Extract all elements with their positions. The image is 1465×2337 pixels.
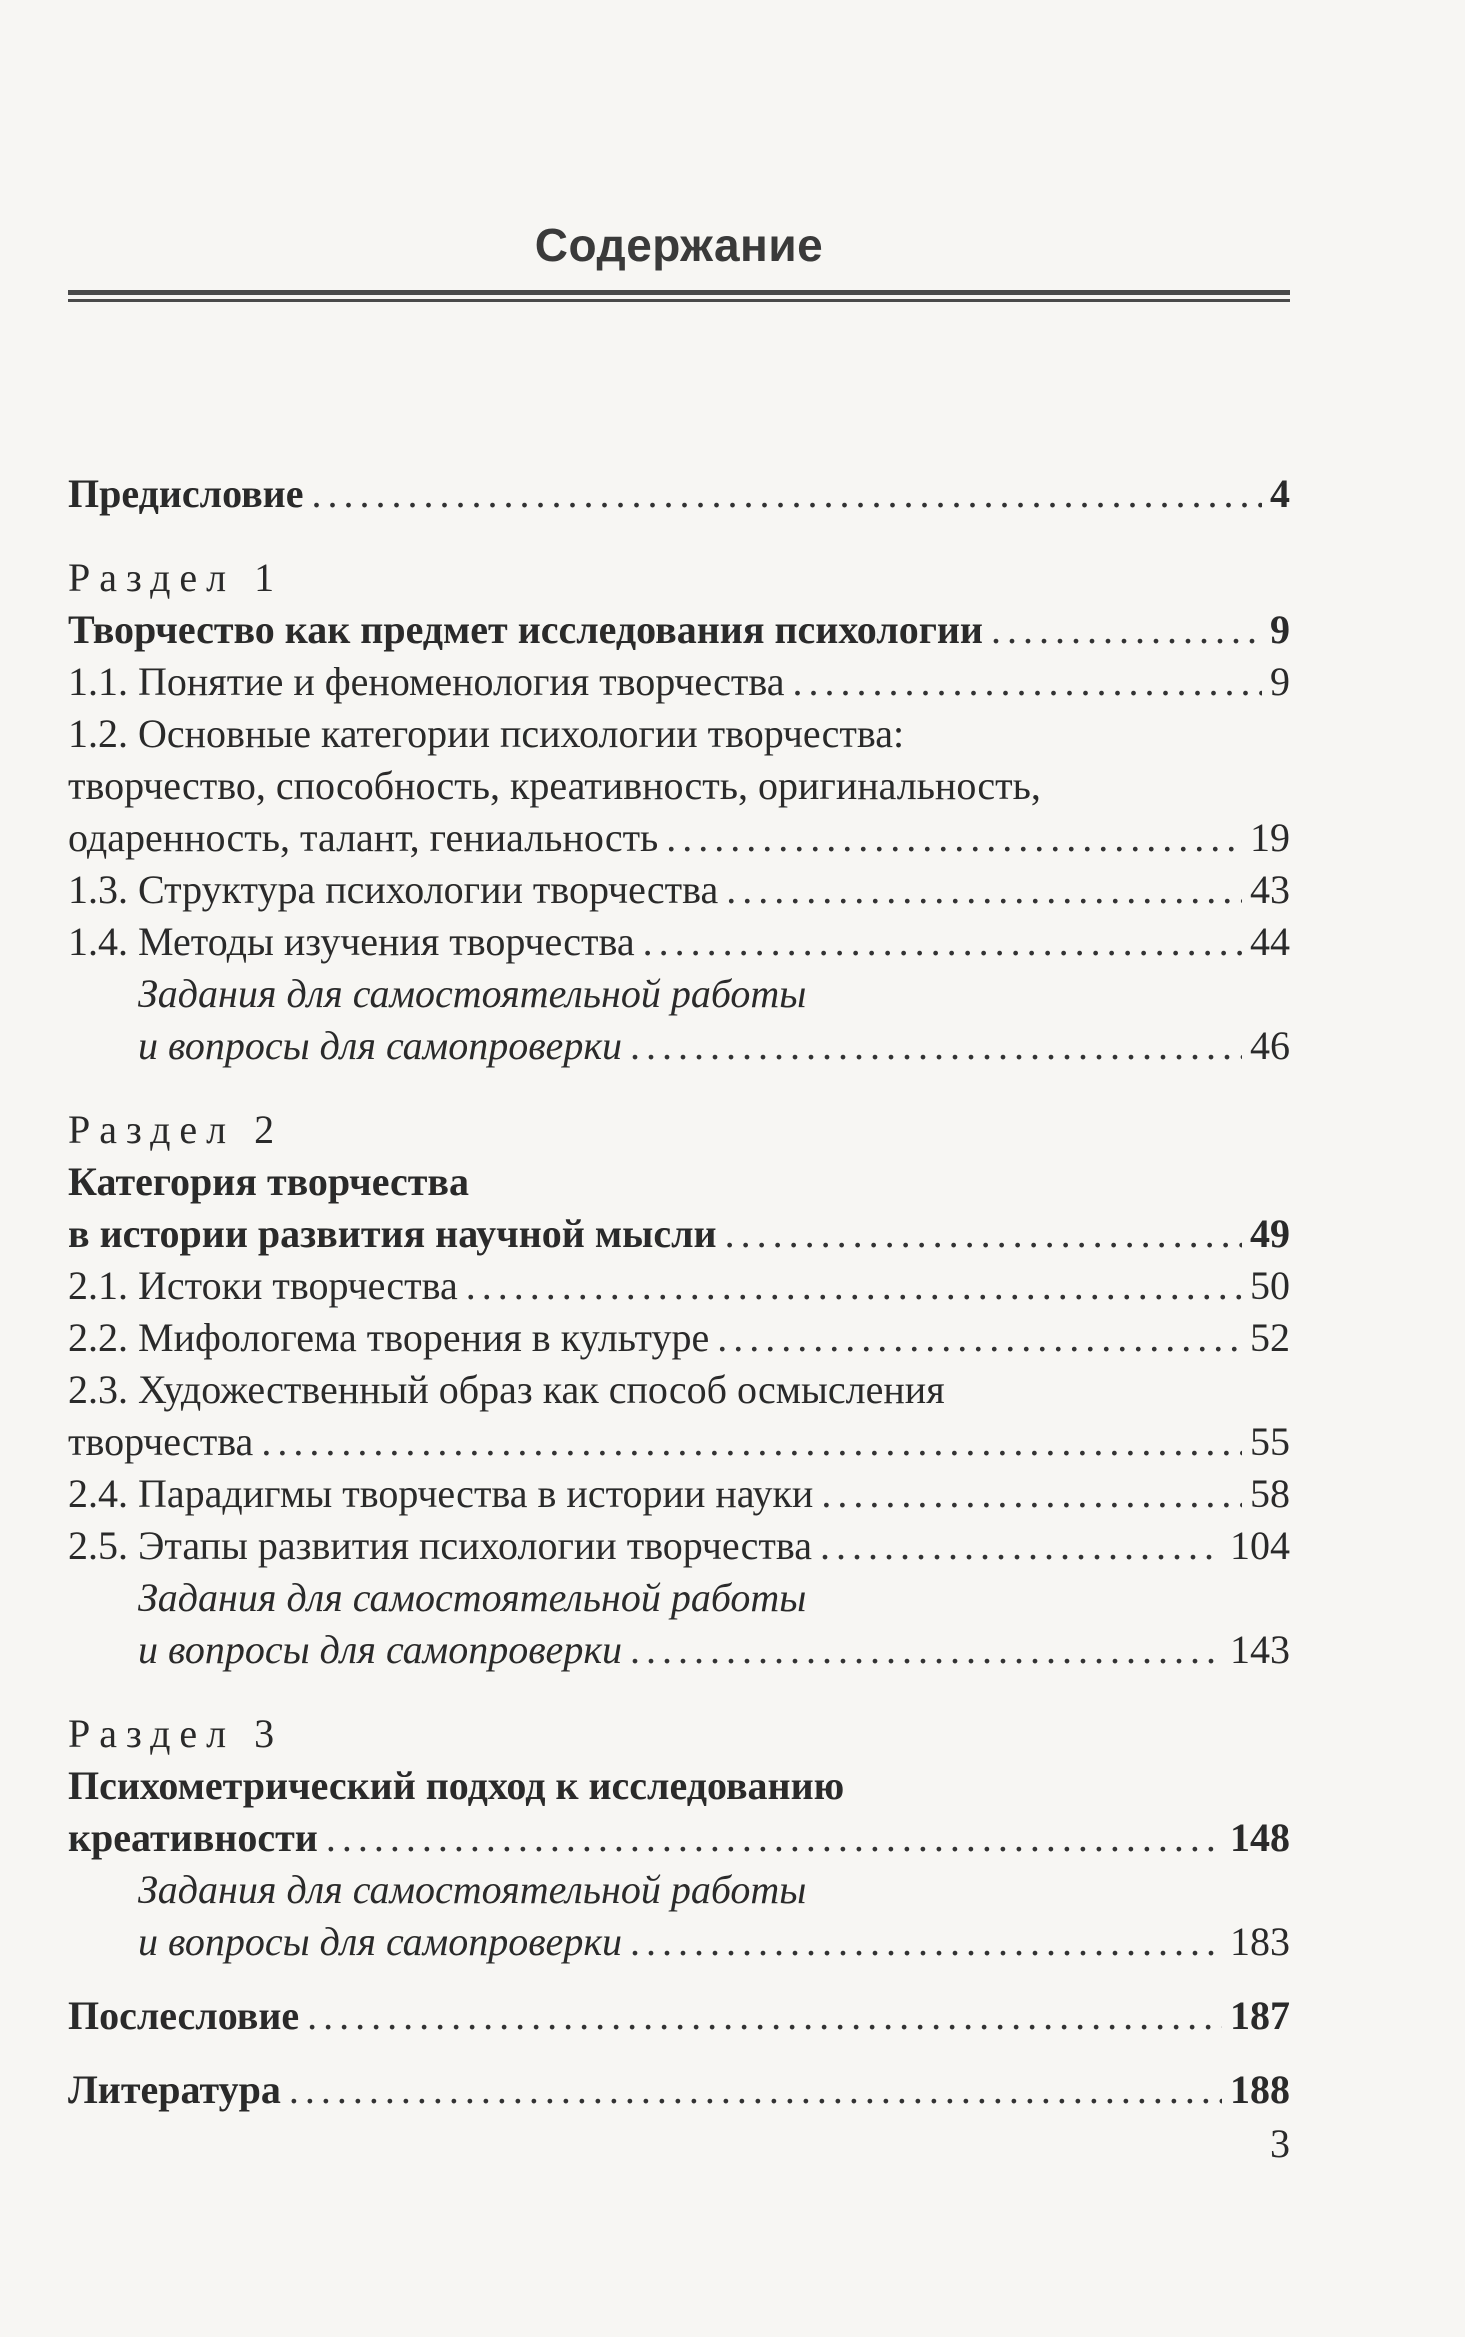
toc-entry-1-3[interactable]: 1.3. Структура психологии творчества . . . 43 bbox=[68, 864, 1290, 916]
toc-entry-section-1[interactable]: Творчество как предмет исследования психологии . . . 9 bbox=[68, 604, 1290, 656]
section-label-2: Раздел 2 bbox=[68, 1107, 284, 1152]
leader-dots bbox=[630, 1916, 1222, 1968]
toc-entry-preface[interactable]: Предисловие . . . 4 bbox=[68, 468, 1290, 520]
toc-entry-afterword[interactable]: Послесловие . . . 187 bbox=[68, 1990, 1290, 2042]
page-number: 3 bbox=[1270, 2121, 1290, 2166]
toc-entry-literature[interactable]: Литература . . . 188 bbox=[68, 2064, 1290, 2116]
rule-thin bbox=[68, 299, 1290, 302]
toc-page bbox=[68, 0, 1290, 2337]
leader-dots bbox=[717, 1312, 1242, 1364]
leader-dots bbox=[792, 656, 1262, 708]
leader-dots bbox=[630, 1020, 1242, 1072]
toc-entry-2-4[interactable]: 2.4. Парадигмы творчества в истории науки . . . 58 bbox=[68, 1468, 1290, 1520]
toc-entry-section-3-line2[interactable]: креативности . . . 148 bbox=[68, 1812, 1290, 1864]
leader-dots bbox=[261, 1416, 1242, 1468]
leader-dots bbox=[326, 1812, 1222, 1864]
rule-thick bbox=[68, 290, 1290, 295]
page-title: Содержание bbox=[534, 219, 824, 271]
leader-dots bbox=[311, 468, 1262, 520]
leader-dots bbox=[726, 864, 1242, 916]
toc-entry-tasks-2-line2[interactable]: и вопросы для самопроверки . . . 143 bbox=[68, 1624, 1290, 1676]
toc-entry-tasks-1-line1[interactable]: Задания для самостоятельной работы bbox=[138, 971, 807, 1016]
toc-entry-2-3-line2[interactable]: творчества . . . 55 bbox=[68, 1416, 1290, 1468]
toc-entry-1-4[interactable]: 1.4. Методы изучения творчества . . . 44 bbox=[68, 916, 1290, 968]
title-rule bbox=[68, 290, 1290, 304]
toc-entry-section-2-line1[interactable]: Категория творчества bbox=[68, 1159, 469, 1204]
section-label-1: Раздел 1 bbox=[68, 555, 284, 600]
toc-entry-1-1[interactable]: 1.1. Понятие и феноменология творчества . . . 9 bbox=[68, 656, 1290, 708]
toc-entry-1-2-line1[interactable]: 1.2. Основные категории психологии творчества: bbox=[68, 711, 905, 756]
leader-dots bbox=[307, 1990, 1222, 2042]
toc-entry-tasks-3-line1[interactable]: Задания для самостоятельной работы bbox=[138, 1867, 807, 1912]
toc-entry-2-5[interactable]: 2.5. Этапы развития психологии творчества . . . 104 bbox=[68, 1520, 1290, 1572]
leader-dots bbox=[821, 1468, 1242, 1520]
toc-entry-tasks-1-line2[interactable]: и вопросы для самопроверки . . . 46 bbox=[68, 1020, 1290, 1072]
toc-entry-1-2-line3[interactable]: одаренность, талант, гениальность . . . 19 bbox=[68, 812, 1290, 864]
leader-dots bbox=[666, 812, 1242, 864]
leader-dots bbox=[991, 604, 1262, 656]
toc-entry-tasks-3-line2[interactable]: и вопросы для самопроверки . . . 183 bbox=[68, 1916, 1290, 1968]
leader-dots bbox=[289, 2064, 1222, 2116]
leader-dots bbox=[630, 1624, 1222, 1676]
toc-entry-2-2[interactable]: 2.2. Мифологема творения в культуре . . . 52 bbox=[68, 1312, 1290, 1364]
toc-entry-section-2-line2[interactable]: в истории развития научной мысли . . . 49 bbox=[68, 1208, 1290, 1260]
section-label-3: Раздел 3 bbox=[68, 1711, 284, 1756]
toc-entry-2-1[interactable]: 2.1. Истоки творчества . . . 50 bbox=[68, 1260, 1290, 1312]
leader-dots bbox=[820, 1520, 1222, 1572]
toc-entry-2-3-line1[interactable]: 2.3. Художественный образ как способ осмысления bbox=[68, 1367, 945, 1412]
toc-entry-1-2-line2[interactable]: творчество, способность, креативность, оригинальность, bbox=[68, 763, 1041, 808]
leader-dots bbox=[725, 1208, 1242, 1260]
toc-entry-tasks-2-line1[interactable]: Задания для самостоятельной работы bbox=[138, 1575, 807, 1620]
toc-entry-section-3-line1[interactable]: Психометрический подход к исследованию bbox=[68, 1763, 845, 1808]
leader-dots bbox=[466, 1260, 1242, 1312]
leader-dots bbox=[643, 916, 1242, 968]
